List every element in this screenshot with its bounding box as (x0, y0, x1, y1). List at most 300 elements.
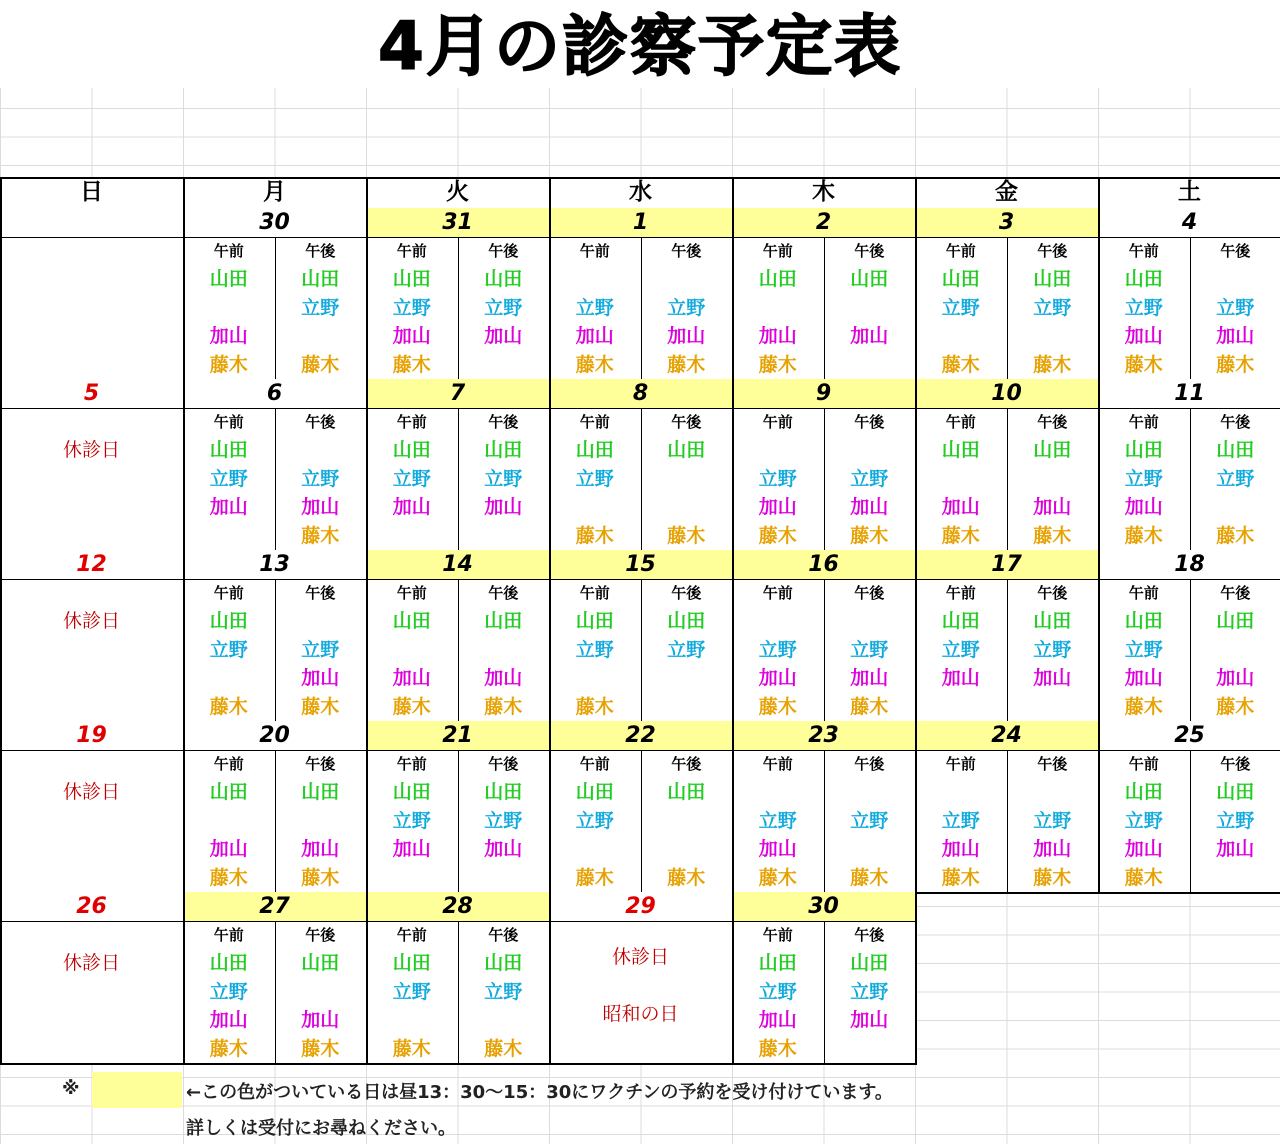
pm-label: 午後 (1190, 750, 1280, 778)
doctor-name: 藤木 (850, 524, 889, 547)
holiday-closed-label: 休診日 (611, 946, 669, 968)
doctor-name: 藤木 (209, 866, 248, 889)
closed-label: 休診日 (0, 778, 183, 807)
am-label: 午前 (549, 237, 641, 265)
cell-left-border (915, 208, 917, 379)
doctor-name: 山田 (1124, 610, 1163, 632)
day-number: 29 (549, 892, 732, 921)
doctor-name: 山田 (209, 439, 248, 461)
day-number-underline (732, 921, 917, 922)
pm-label: 午後 (641, 408, 733, 436)
pm-label: 午後 (641, 237, 733, 265)
am-label: 午前 (183, 921, 275, 949)
cell-left-border (732, 892, 734, 1063)
header-col-border (366, 177, 368, 208)
doctor-name: 山田 (667, 781, 706, 803)
am-label: 午前 (183, 237, 275, 265)
doctor-name: 藤木 (758, 695, 797, 718)
doctor-name: 藤木 (484, 695, 523, 718)
doctor-name: 山田 (1216, 439, 1255, 461)
am-pm-divider (458, 237, 459, 379)
day-number-underline (0, 237, 185, 238)
doctor-name: 立野 (301, 467, 340, 490)
am-label: 午前 (183, 750, 275, 778)
am-pm-divider (458, 579, 459, 721)
am-label: 午前 (732, 408, 824, 436)
doctor-name: 山田 (301, 952, 340, 974)
am-pm-divider (458, 408, 459, 550)
doctor-name: 立野 (484, 980, 523, 1003)
doctor-name: 加山 (758, 1009, 797, 1031)
day-number: 26 (0, 892, 183, 921)
doctor-name: 加山 (1033, 838, 1072, 860)
day-number-underline (1098, 408, 1280, 409)
cell-bottom-border (1098, 892, 1280, 894)
doctor-name: 立野 (1124, 638, 1163, 661)
cell-left-border (366, 721, 368, 892)
doctor-name: 立野 (484, 296, 523, 319)
doctor-name: 加山 (941, 496, 980, 518)
weekday-header: 月 (183, 177, 366, 208)
am-pm-divider (275, 408, 276, 550)
doctor-name: 山田 (1033, 268, 1072, 290)
day-number: 21 (366, 721, 549, 750)
day-number: 11 (1098, 379, 1280, 408)
doctor-name: 立野 (667, 638, 706, 661)
holiday-name: 昭和の日 (602, 1003, 679, 1025)
am-label: 午前 (183, 408, 275, 436)
doctor-name: 藤木 (209, 1037, 248, 1060)
day-number-underline (732, 408, 917, 409)
doctor-name: 藤木 (758, 866, 797, 889)
cell-left-border (915, 379, 917, 550)
am-label: 午前 (1098, 579, 1190, 607)
doctor-name: 藤木 (484, 1037, 523, 1060)
day-number: 1 (549, 208, 732, 237)
doctor-name: 立野 (850, 809, 889, 832)
day-number-underline (183, 408, 368, 409)
doctor-name: 山田 (484, 781, 523, 803)
doctor-name: 立野 (850, 467, 889, 490)
weekday-header: 木 (732, 177, 915, 208)
day-number: 22 (549, 721, 732, 750)
day-number: 23 (732, 721, 915, 750)
am-pm-divider (275, 579, 276, 721)
pm-label: 午後 (824, 237, 916, 265)
doctor-name: 立野 (392, 296, 431, 319)
pm-label: 午後 (1007, 750, 1099, 778)
am-pm-divider (641, 750, 642, 892)
am-pm-divider (1007, 237, 1008, 379)
doctor-name: 山田 (209, 610, 248, 632)
cell-left-border (183, 208, 185, 379)
cell-left-border (732, 721, 734, 892)
closed-label: 休診日 (0, 436, 183, 465)
doctor-name: 立野 (1033, 809, 1072, 832)
day-number: 31 (366, 208, 549, 237)
doctor-name: 藤木 (301, 524, 340, 547)
cell-left-border (549, 208, 551, 379)
am-label: 午前 (732, 921, 824, 949)
weekday-header: 火 (366, 177, 549, 208)
doctor-name: 山田 (392, 952, 431, 974)
day-number: 16 (732, 550, 915, 579)
doctor-name: 藤木 (1033, 353, 1072, 376)
doctor-name: 藤木 (575, 353, 614, 376)
doctor-name: 藤木 (850, 866, 889, 889)
day-number-underline (366, 579, 551, 580)
doctor-name: 藤木 (667, 353, 706, 376)
day-number-underline (0, 579, 185, 580)
cell-left-border (549, 379, 551, 550)
closed-label: 休診日 (0, 949, 183, 978)
day-number-underline (366, 237, 551, 238)
day-number: 20 (183, 721, 366, 750)
cell-left-border (183, 721, 185, 892)
doctor-name: 藤木 (575, 866, 614, 889)
doctor-name: 加山 (484, 667, 523, 689)
cell-bottom-border (915, 892, 1100, 894)
cell-left-border (183, 379, 185, 550)
day-number: 12 (0, 550, 183, 579)
doctor-name: 加山 (667, 325, 706, 347)
doctor-name: 立野 (941, 638, 980, 661)
doctor-name: 藤木 (1124, 695, 1163, 718)
pm-label: 午後 (1190, 408, 1280, 436)
cell-left-border (366, 550, 368, 721)
doctor-name: 藤木 (1124, 866, 1163, 889)
doctor-name: 藤木 (758, 353, 797, 376)
cell-left-border (366, 208, 368, 379)
doctor-name: 藤木 (301, 866, 340, 889)
doctor-name: 山田 (941, 610, 980, 632)
cell-left-border (732, 379, 734, 550)
doctor-name: 加山 (301, 1009, 340, 1031)
doctor-name: 山田 (575, 781, 614, 803)
cell-bottom-border (732, 1063, 917, 1065)
pm-label: 午後 (824, 750, 916, 778)
am-pm-divider (641, 579, 642, 721)
doctor-name: 立野 (575, 809, 614, 832)
doctor-name: 加山 (1033, 667, 1072, 689)
doctor-name: 立野 (392, 467, 431, 490)
am-label: 午前 (732, 237, 824, 265)
doctor-name: 立野 (1033, 638, 1072, 661)
doctor-name: 藤木 (575, 524, 614, 547)
am-pm-divider (641, 408, 642, 550)
am-label: 午前 (1098, 750, 1190, 778)
day-number: 3 (915, 208, 1098, 237)
day-number-underline (915, 408, 1100, 409)
doctor-name: 山田 (1033, 439, 1072, 461)
am-label: 午前 (366, 921, 458, 949)
cell-left-border (549, 892, 551, 1063)
doctor-name: 山田 (1124, 781, 1163, 803)
pm-label: 午後 (824, 921, 916, 949)
am-pm-divider (824, 237, 825, 379)
cell-left-border (732, 550, 734, 721)
doctor-name: 加山 (1124, 667, 1163, 689)
doctor-name: 立野 (850, 980, 889, 1003)
cell-left-border (1098, 208, 1100, 379)
cell-bottom-border (366, 1063, 551, 1065)
am-label: 午前 (549, 750, 641, 778)
day-number-underline (732, 579, 917, 580)
day-number: 13 (183, 550, 366, 579)
doctor-name: 加山 (1124, 496, 1163, 518)
pm-label: 午後 (275, 237, 367, 265)
doctor-name: 加山 (1216, 838, 1255, 860)
doctor-name: 加山 (209, 1009, 248, 1031)
am-label: 午前 (915, 237, 1007, 265)
pm-label: 午後 (458, 579, 550, 607)
doctor-name: 立野 (758, 467, 797, 490)
am-label: 午前 (732, 579, 824, 607)
header-col-border (915, 177, 917, 208)
doctor-name: 藤木 (1216, 695, 1255, 718)
doctor-name: 加山 (392, 838, 431, 860)
day-number: 18 (1098, 550, 1280, 579)
am-pm-divider (1190, 750, 1191, 892)
doctor-name: 立野 (209, 980, 248, 1003)
highlight-legend-swatch (92, 1072, 182, 1108)
doctor-name: 藤木 (575, 695, 614, 718)
day-number-underline (549, 579, 734, 580)
day-number: 4 (1098, 208, 1280, 237)
day-number: 9 (732, 379, 915, 408)
doctor-name: 加山 (758, 325, 797, 347)
cell-left-border (0, 892, 2, 1063)
doctor-name: 山田 (484, 439, 523, 461)
doctor-name: 山田 (941, 439, 980, 461)
doctor-name: 立野 (1216, 809, 1255, 832)
doctor-name: 山田 (209, 268, 248, 290)
day-number-underline (915, 579, 1100, 580)
weekday-header: 金 (915, 177, 1098, 208)
pm-label: 午後 (275, 750, 367, 778)
day-number: 14 (366, 550, 549, 579)
doctor-name: 加山 (575, 325, 614, 347)
weekday-header: 日 (0, 177, 183, 208)
doctor-name: 加山 (392, 496, 431, 518)
doctor-name: 立野 (392, 980, 431, 1003)
closed-label: 休診日 (0, 607, 183, 636)
day-number-underline (183, 579, 368, 580)
am-label: 午前 (915, 408, 1007, 436)
doctor-name: 藤木 (1033, 866, 1072, 889)
doctor-name: 立野 (667, 296, 706, 319)
am-pm-divider (458, 921, 459, 1063)
doctor-name: 山田 (1216, 781, 1255, 803)
weekday-header: 土 (1098, 177, 1280, 208)
header-col-border (732, 177, 734, 208)
header-col-border (183, 177, 185, 208)
header-top-border (0, 177, 1280, 179)
am-pm-divider (1190, 237, 1191, 379)
doctor-name: 立野 (1124, 296, 1163, 319)
doctor-name: 山田 (484, 610, 523, 632)
am-pm-divider (458, 750, 459, 892)
doctor-name: 山田 (941, 268, 980, 290)
doctor-name: 山田 (1216, 610, 1255, 632)
cell-right-border (915, 892, 917, 1063)
day-number: 24 (915, 721, 1098, 750)
doctor-name: 立野 (758, 638, 797, 661)
doctor-name: 山田 (667, 439, 706, 461)
day-number-underline (549, 237, 734, 238)
am-label: 午前 (366, 750, 458, 778)
am-pm-divider (1007, 750, 1008, 892)
am-label: 午前 (366, 579, 458, 607)
doctor-name: 加山 (850, 496, 889, 518)
doctor-name: 立野 (484, 809, 523, 832)
doctor-name: 加山 (484, 496, 523, 518)
doctor-name: 藤木 (209, 695, 248, 718)
footnote-line-2: 詳しくは受付にお尋ねください。 (186, 1118, 456, 1139)
pm-label: 午後 (458, 750, 550, 778)
doctor-name: 立野 (392, 809, 431, 832)
day-number: 27 (183, 892, 366, 921)
cell-left-border (0, 208, 2, 379)
doctor-name: 立野 (575, 638, 614, 661)
doctor-name: 山田 (1124, 439, 1163, 461)
doctor-name: 加山 (758, 496, 797, 518)
day-number-underline (549, 750, 734, 751)
doctor-name: 加山 (758, 838, 797, 860)
doctor-name: 藤木 (850, 695, 889, 718)
cell-left-border (0, 721, 2, 892)
doctor-name: 立野 (1033, 296, 1072, 319)
doctor-name: 山田 (1124, 268, 1163, 290)
doctor-name: 藤木 (392, 1037, 431, 1060)
am-pm-divider (1007, 408, 1008, 550)
am-label: 午前 (183, 579, 275, 607)
pm-label: 午後 (641, 579, 733, 607)
cell-left-border (1098, 550, 1100, 721)
day-number: 5 (0, 379, 183, 408)
doctor-name: 立野 (850, 638, 889, 661)
am-pm-divider (824, 408, 825, 550)
pm-label: 午後 (1007, 408, 1099, 436)
am-label: 午前 (1098, 408, 1190, 436)
am-pm-divider (824, 750, 825, 892)
pm-label: 午後 (1007, 579, 1099, 607)
doctor-name: 山田 (667, 610, 706, 632)
pm-label: 午後 (641, 750, 733, 778)
doctor-name: 山田 (484, 268, 523, 290)
cell-left-border (915, 550, 917, 721)
pm-label: 午後 (275, 408, 367, 436)
day-number-underline (183, 237, 368, 238)
am-pm-divider (1190, 408, 1191, 550)
doctor-name: 加山 (850, 325, 889, 347)
am-pm-divider (824, 921, 825, 1063)
header-col-border (0, 177, 2, 208)
cell-left-border (183, 892, 185, 1063)
pm-label: 午後 (275, 921, 367, 949)
day-number: 15 (549, 550, 732, 579)
doctor-name: 藤木 (941, 353, 980, 376)
doctor-name: 山田 (575, 610, 614, 632)
doctor-name: 立野 (575, 467, 614, 490)
day-number: 7 (366, 379, 549, 408)
doctor-name: 加山 (392, 325, 431, 347)
doctor-name: 山田 (392, 439, 431, 461)
doctor-name: 加山 (209, 496, 248, 518)
doctor-name: 藤木 (941, 524, 980, 547)
doctor-name: 加山 (301, 496, 340, 518)
day-number: 10 (915, 379, 1098, 408)
doctor-name: 藤木 (301, 695, 340, 718)
doctor-name: 山田 (758, 268, 797, 290)
cell-bottom-border (0, 1063, 185, 1065)
doctor-name: 立野 (301, 296, 340, 319)
doctor-name: 藤木 (301, 1037, 340, 1060)
doctor-name: 山田 (850, 952, 889, 974)
pm-label: 午後 (458, 408, 550, 436)
day-number-underline (732, 237, 917, 238)
cell-left-border (915, 721, 917, 892)
am-pm-divider (275, 921, 276, 1063)
doctor-name: 藤木 (1124, 524, 1163, 547)
doctor-name: 加山 (850, 1009, 889, 1031)
doctor-name: 山田 (575, 439, 614, 461)
footnote-mark: ※ (62, 1078, 80, 1099)
doctor-name: 藤木 (392, 353, 431, 376)
doctor-name: 藤木 (1033, 524, 1072, 547)
doctor-name: 立野 (941, 809, 980, 832)
doctor-name: 立野 (1216, 467, 1255, 490)
doctor-name: 加山 (1216, 325, 1255, 347)
doctor-name: 山田 (484, 952, 523, 974)
doctor-name: 加山 (941, 838, 980, 860)
pm-label: 午後 (824, 579, 916, 607)
doctor-name: 加山 (301, 838, 340, 860)
am-pm-divider (1007, 579, 1008, 721)
doctor-name: 立野 (301, 638, 340, 661)
day-number-underline (0, 921, 185, 922)
day-number-underline (366, 408, 551, 409)
am-label: 午前 (1098, 237, 1190, 265)
day-number-underline (915, 750, 1100, 751)
doctor-name: 山田 (392, 610, 431, 632)
doctor-name: 立野 (758, 980, 797, 1003)
header-col-border (1098, 177, 1100, 208)
cell-left-border (366, 892, 368, 1063)
header-col-border (549, 177, 551, 208)
day-number (0, 208, 183, 237)
doctor-name: 立野 (941, 296, 980, 319)
am-pm-divider (275, 750, 276, 892)
doctor-name: 立野 (484, 467, 523, 490)
day-number-underline (0, 408, 185, 409)
am-label: 午前 (549, 408, 641, 436)
cell-left-border (1098, 721, 1100, 892)
cell-left-border (732, 208, 734, 379)
doctor-name: 山田 (392, 781, 431, 803)
doctor-name: 立野 (575, 296, 614, 319)
day-number: 6 (183, 379, 366, 408)
day-number-underline (732, 750, 917, 751)
doctor-name: 立野 (758, 809, 797, 832)
cell-left-border (183, 550, 185, 721)
day-number-underline (183, 921, 368, 922)
doctor-name: 加山 (209, 838, 248, 860)
doctor-name: 藤木 (392, 695, 431, 718)
doctor-name: 山田 (209, 781, 248, 803)
day-number: 28 (366, 892, 549, 921)
am-label: 午前 (549, 579, 641, 607)
